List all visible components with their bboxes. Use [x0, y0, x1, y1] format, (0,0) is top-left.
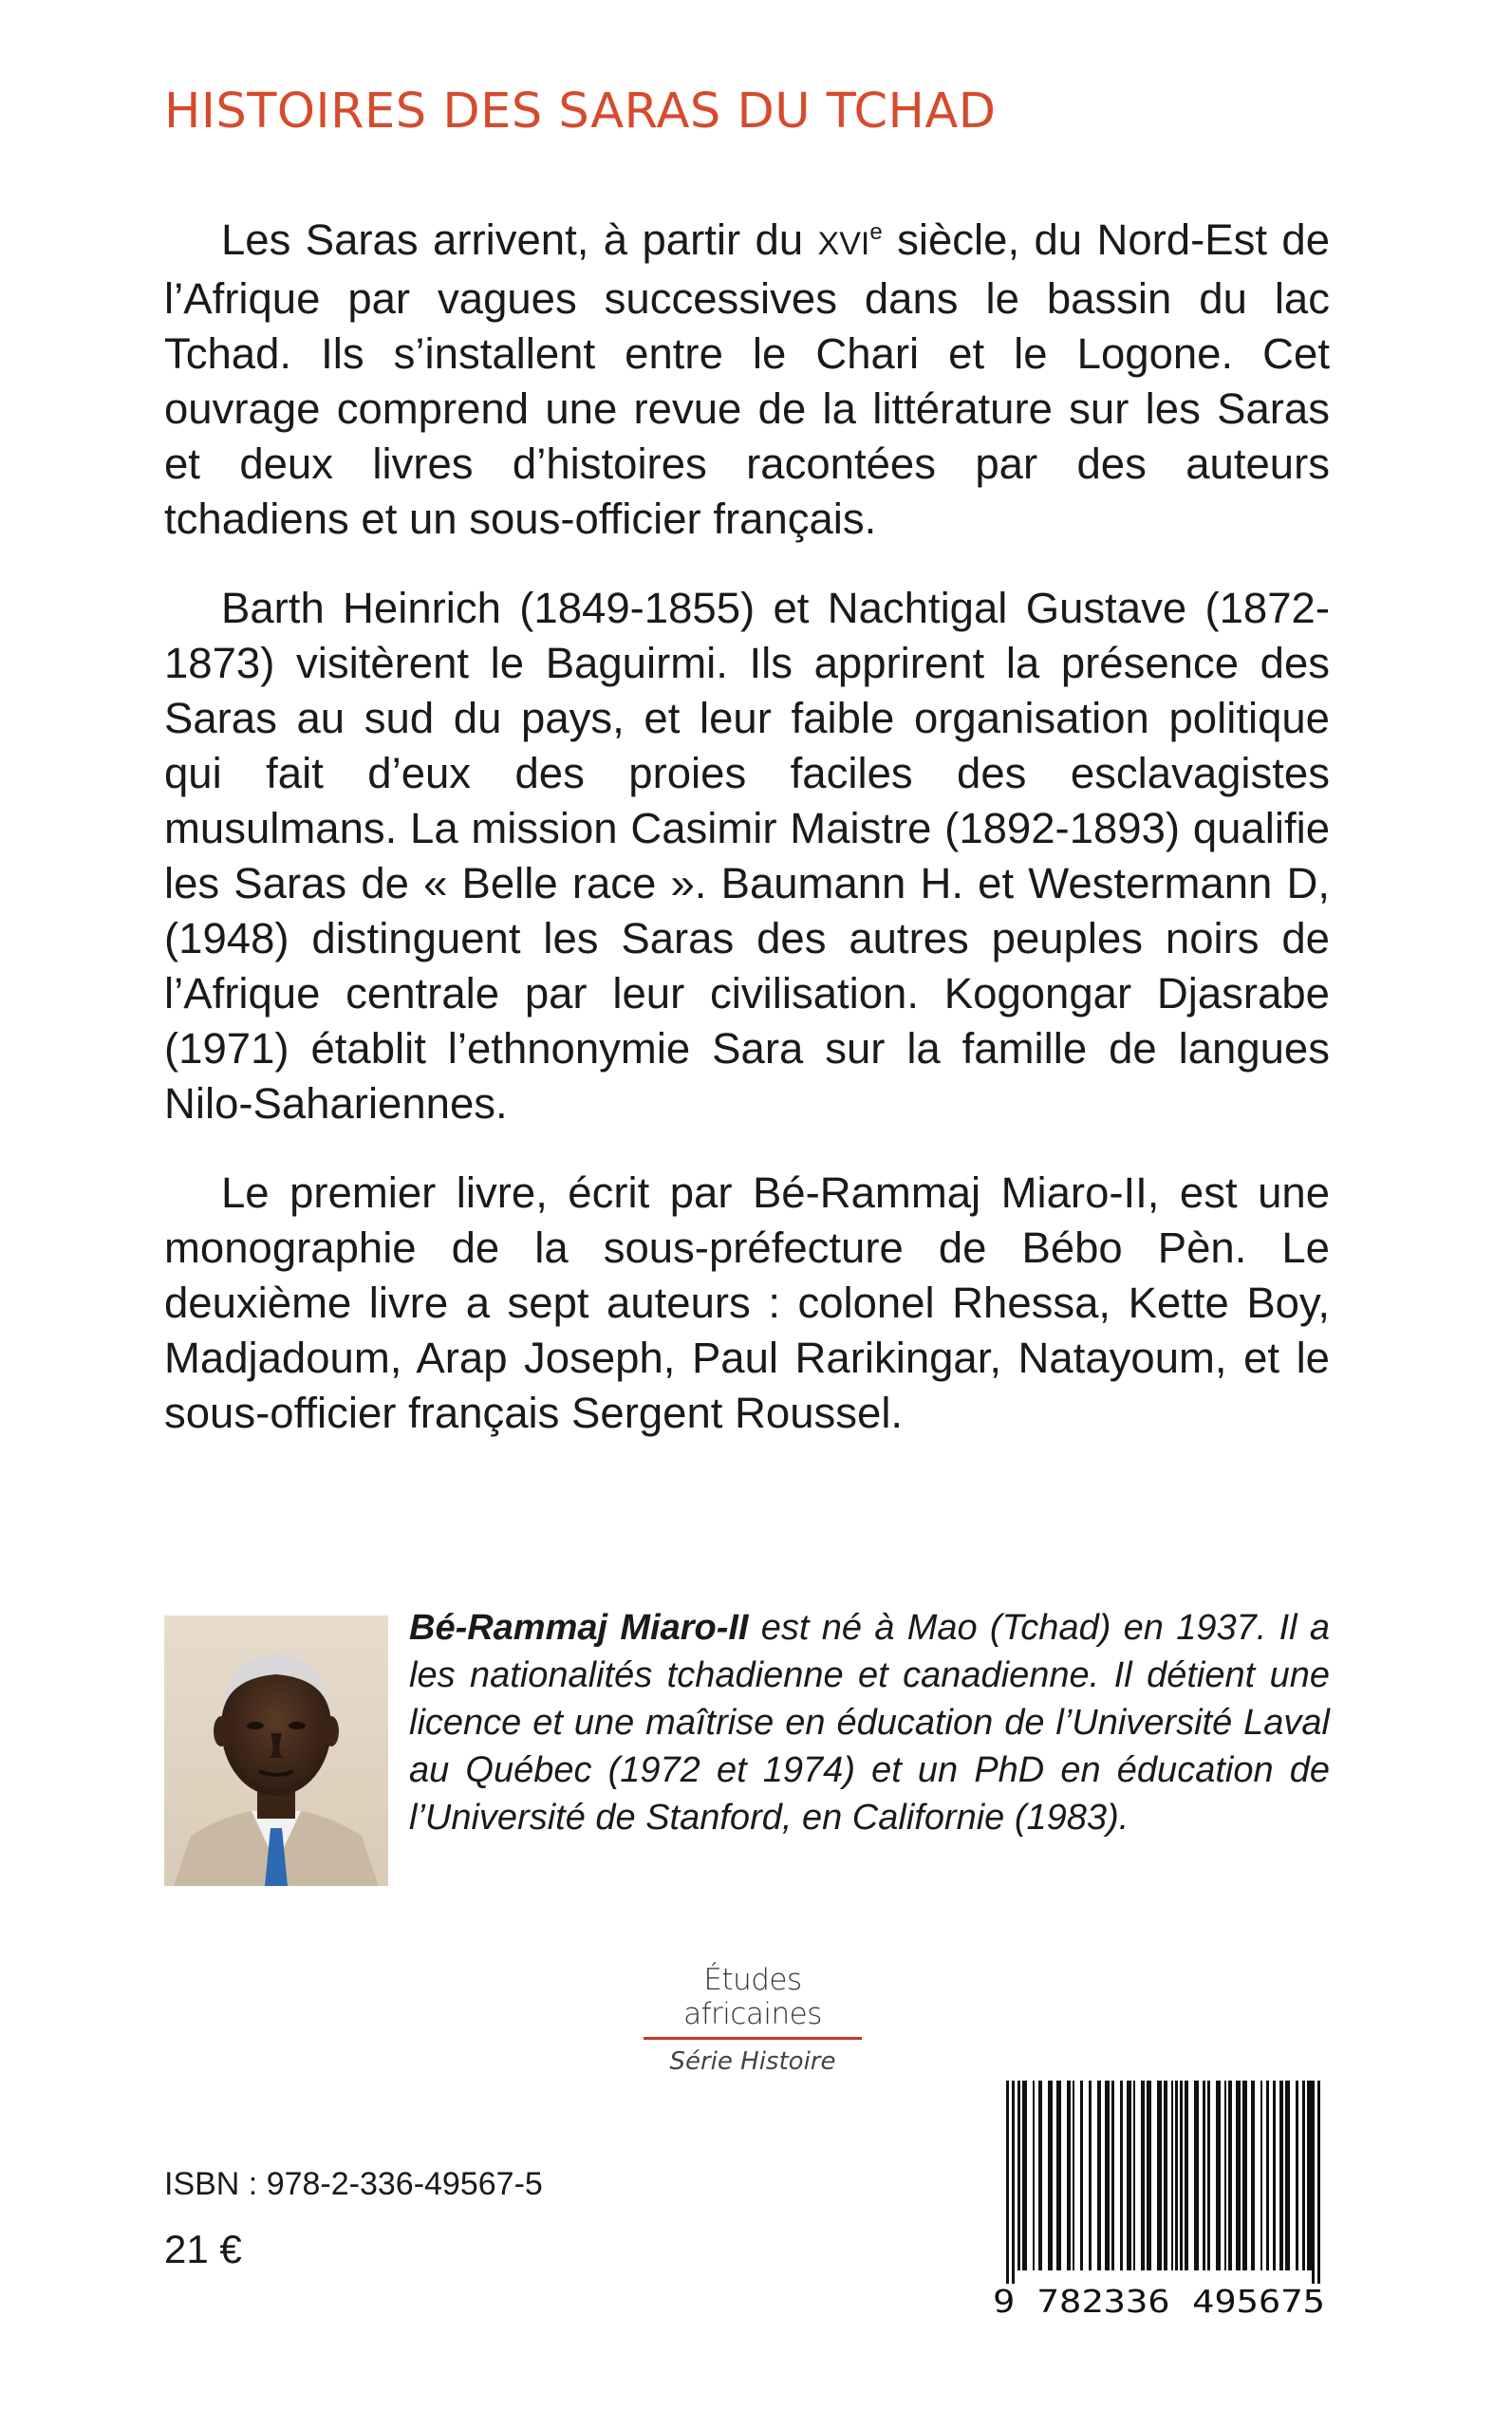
barcode-bar — [1266, 2081, 1269, 2270]
series-subtitle: Série Histoire — [669, 2047, 836, 2076]
paragraph-1: Les Saras arrivent, à partir du XVIe siècle, du Nord-Est de l’Afrique par vagues successives dans le bassin du lac Tchad. Ils s’installent entre le Chari et le Logone. Cet ouvrage comprend une revue de la littérature sur les Saras et deux livres d’histoires racontées par des auteurs tchadiens et un sous-officier français. — [164, 215, 1331, 543]
barcode-bar — [1194, 2081, 1199, 2270]
back-cover-text — [164, 213, 1330, 1475]
barcode-bar — [1097, 2081, 1101, 2270]
barcode-bar — [1073, 2081, 1074, 2270]
barcode-bar — [1251, 2081, 1255, 2270]
barcode-bar — [1120, 2081, 1123, 2270]
barcode-bar — [1236, 2081, 1241, 2270]
barcode-bar — [1224, 2081, 1226, 2270]
author-portrait — [164, 1615, 388, 1886]
barcode-bar — [1260, 2081, 1262, 2270]
century-superscript: e — [869, 218, 883, 245]
barcode-bar — [1312, 2081, 1315, 2284]
barcode-bar — [1147, 2081, 1151, 2270]
barcode-bar — [1111, 2081, 1114, 2270]
barcode-bar — [1067, 2081, 1071, 2270]
barcode-bar — [1012, 2081, 1015, 2284]
barcode-bar — [1273, 2081, 1276, 2270]
barcode-bar — [1228, 2081, 1232, 2270]
barcode-bar — [1164, 2081, 1167, 2270]
series-logo — [632, 1963, 873, 2076]
barcode-bar — [1296, 2081, 1298, 2270]
series-name: Études africaines — [683, 1963, 822, 2031]
barcode-bar — [1307, 2081, 1312, 2270]
barcode-bar — [1203, 2081, 1205, 2270]
barcode-bar — [1216, 2081, 1221, 2270]
barcode-bar — [1022, 2081, 1027, 2270]
barcode-bar — [1279, 2081, 1283, 2270]
paragraph-2: Barth Heinrich (1849-1855) et Nachtigal Gustave (1872-1873) visitèrent le Baguirmi. Ils apprirent la présence des Saras au sud du pays, et leur faible organisation politique qui fait d’eux des proies faciles des esclavagistes musulmans. La mission Casimir Maistre (1892-1893) qualifie les Saras de « Belle race ». Baumann H. et Westermann D, (1948) distinguent les Saras des autres peuples noirs de l’Afrique centrale par leur civilisation. Kogongar Djasrabe (1971) établit l’ethnonymie Sara sur la famille de langues Nilo-Sahariennes. — [164, 584, 1330, 1128]
barcode-bar — [1017, 2081, 1020, 2270]
barcode-bar — [1175, 2081, 1178, 2270]
paragraph-3: Le premier livre, écrit par Bé-Rammaj Miaro-II, est une monographie de la sous-préfecture de Bébo Pèn. Le deuxième livre a sept auteurs : colonel Rhessa, Kette Boy, Madjadoum, Arap Joseph, Paul Rarikingar, Natayoum, et le sous-officier français Sergent Roussel. — [164, 1168, 1330, 1437]
series-divider — [644, 2037, 862, 2040]
author-bio — [409, 1604, 1330, 1841]
century-numeral: XVI — [817, 226, 870, 262]
barcode-bar — [1317, 2081, 1320, 2284]
barcode-bar — [1038, 2081, 1042, 2270]
barcode-bar — [1056, 2081, 1061, 2270]
barcode-bar — [1242, 2081, 1247, 2270]
barcode-bar — [1207, 2081, 1210, 2270]
barcode-bar — [1006, 2081, 1009, 2284]
barcode-bar — [1033, 2081, 1035, 2270]
barcode-bar — [1141, 2081, 1145, 2270]
barcode-bar — [1048, 2081, 1053, 2270]
barcode-bar — [1180, 2081, 1183, 2270]
author-bio-text: est né à Mao (Tchad) en 1937. Il a les nationalités tchadienne et canadienne. Il détient une licence et une maîtrise en éducation de l’Université Laval au Québec (1972 et 1974) et un PhD en éducation de l’Université de Stanford, en Californie (1983). — [409, 1608, 1330, 1838]
barcode-bar — [1089, 2081, 1092, 2270]
barcode-bar — [1157, 2081, 1162, 2270]
barcode-bar — [1127, 2081, 1131, 2270]
barcode — [987, 2081, 1331, 2318]
book-title: HISTOIRES DES SARAS DU TCHAD — [164, 84, 997, 140]
barcode-bar — [1133, 2081, 1135, 2270]
price: 21 € — [164, 2227, 242, 2271]
isbn: ISBN : 978-2-336-49567-5 — [164, 2166, 543, 2202]
barcode-bar — [1080, 2081, 1083, 2270]
barcode-bars — [1006, 2081, 1320, 2284]
barcode-bar — [1105, 2081, 1110, 2270]
barcode-digits: 9 782336 495675 — [993, 2283, 1325, 2318]
barcode-bar — [1185, 2081, 1188, 2270]
barcode-bar — [1302, 2081, 1305, 2270]
author-name: Bé-Rammaj Miaro-II — [409, 1608, 749, 1648]
barcode-bar — [1285, 2081, 1290, 2270]
barcode-bar — [1171, 2081, 1173, 2270]
